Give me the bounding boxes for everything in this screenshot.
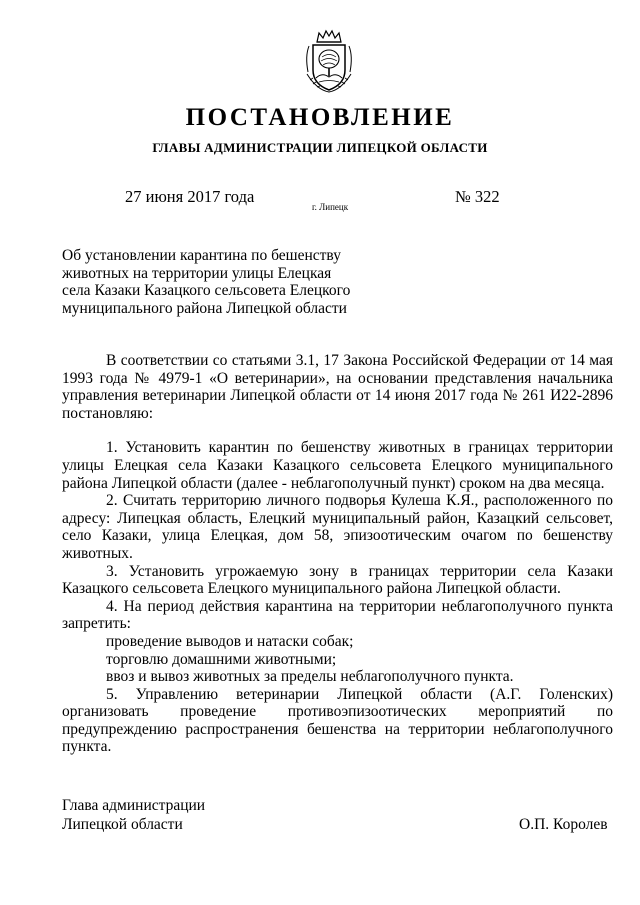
signature-position-line: Глава администрации [62,797,206,814]
lipetsk-coat-of-arms-icon [303,28,355,94]
document-city: г. Липецк [312,202,349,212]
preamble-paragraph: В соответствии со статьями 3.1, 17 Закона Российской Федерации от 14 мая 1993 года № 4979-1 «О ветеринарии», на основании представления начальника управления ветеринарии Липецкой области от 14 июня 2017 года № 261 И22-2896 постановляю: [62,352,613,422]
about-line: муниципального района Липецкой области [62,299,347,317]
item-4-subitem: торговлю домашними животными; [106,650,337,668]
item-4-subitem: проведение выводов и натаски собак; [106,632,354,650]
document-number: № 322 [455,187,500,206]
document-title: ПОСТАНОВЛЕНИЕ [185,104,455,131]
about-line: животных на территории улицы Елецкая [62,264,332,282]
document-date: 27 июня 2017 года [125,187,255,206]
signature-position [62,796,205,834]
item-3-paragraph: 3. Установить угрожаемую зону в границах территории села Казаки Казацкого сельсовета Елецкого муниципального района Липецкой области. [62,562,613,598]
about-line: Об установлении карантина по бешенству [62,247,341,264]
signature-position-line: Липецкой области [62,816,183,833]
document-subtitle: ГЛАВЫ АДМИНИСТРАЦИИ ЛИПЕЦКОЙ ОБЛАСТИ [152,140,488,155]
item-2-paragraph: 2. Считать территорию личного подворья Кулеша К.Я., расположенного по адресу: Липецкая область, Елецкий муниципальный район, Казацкий сельсовет, село Казаки, улица Елецкая, дом 58, эпизоотическим очагом по бешенству животных. [62,492,613,562]
item-5-paragraph: 5. Управлению ветеринарии Липецкой области (А.Г. Голенских) организовать проведение противоэпизоотических мероприятий по предупреждению распространения бешенства на территории неблагополучного пункта. [62,685,613,756]
item-4-paragraph: 4. На период действия карантина на территории неблагополучного пункта запретить: [62,597,613,633]
item-4-subitem: ввоз и вывоз животных за пределы неблагополучного пункта. [106,668,514,686]
signature-name: О.П. Королев [519,816,608,833]
document-about [62,247,362,317]
about-line: села Казаки Казацкого сельсовета Елецкого [62,282,351,299]
item-1-paragraph: 1. Установить карантин по бешенству животных в границах территории улицы Елецкая села Казаки Казацкого сельсовета Елецкого муниципального района Липецкой области (далее - неблагополучный пункт) сроком на два месяца. [62,439,613,492]
document-body [62,352,613,756]
